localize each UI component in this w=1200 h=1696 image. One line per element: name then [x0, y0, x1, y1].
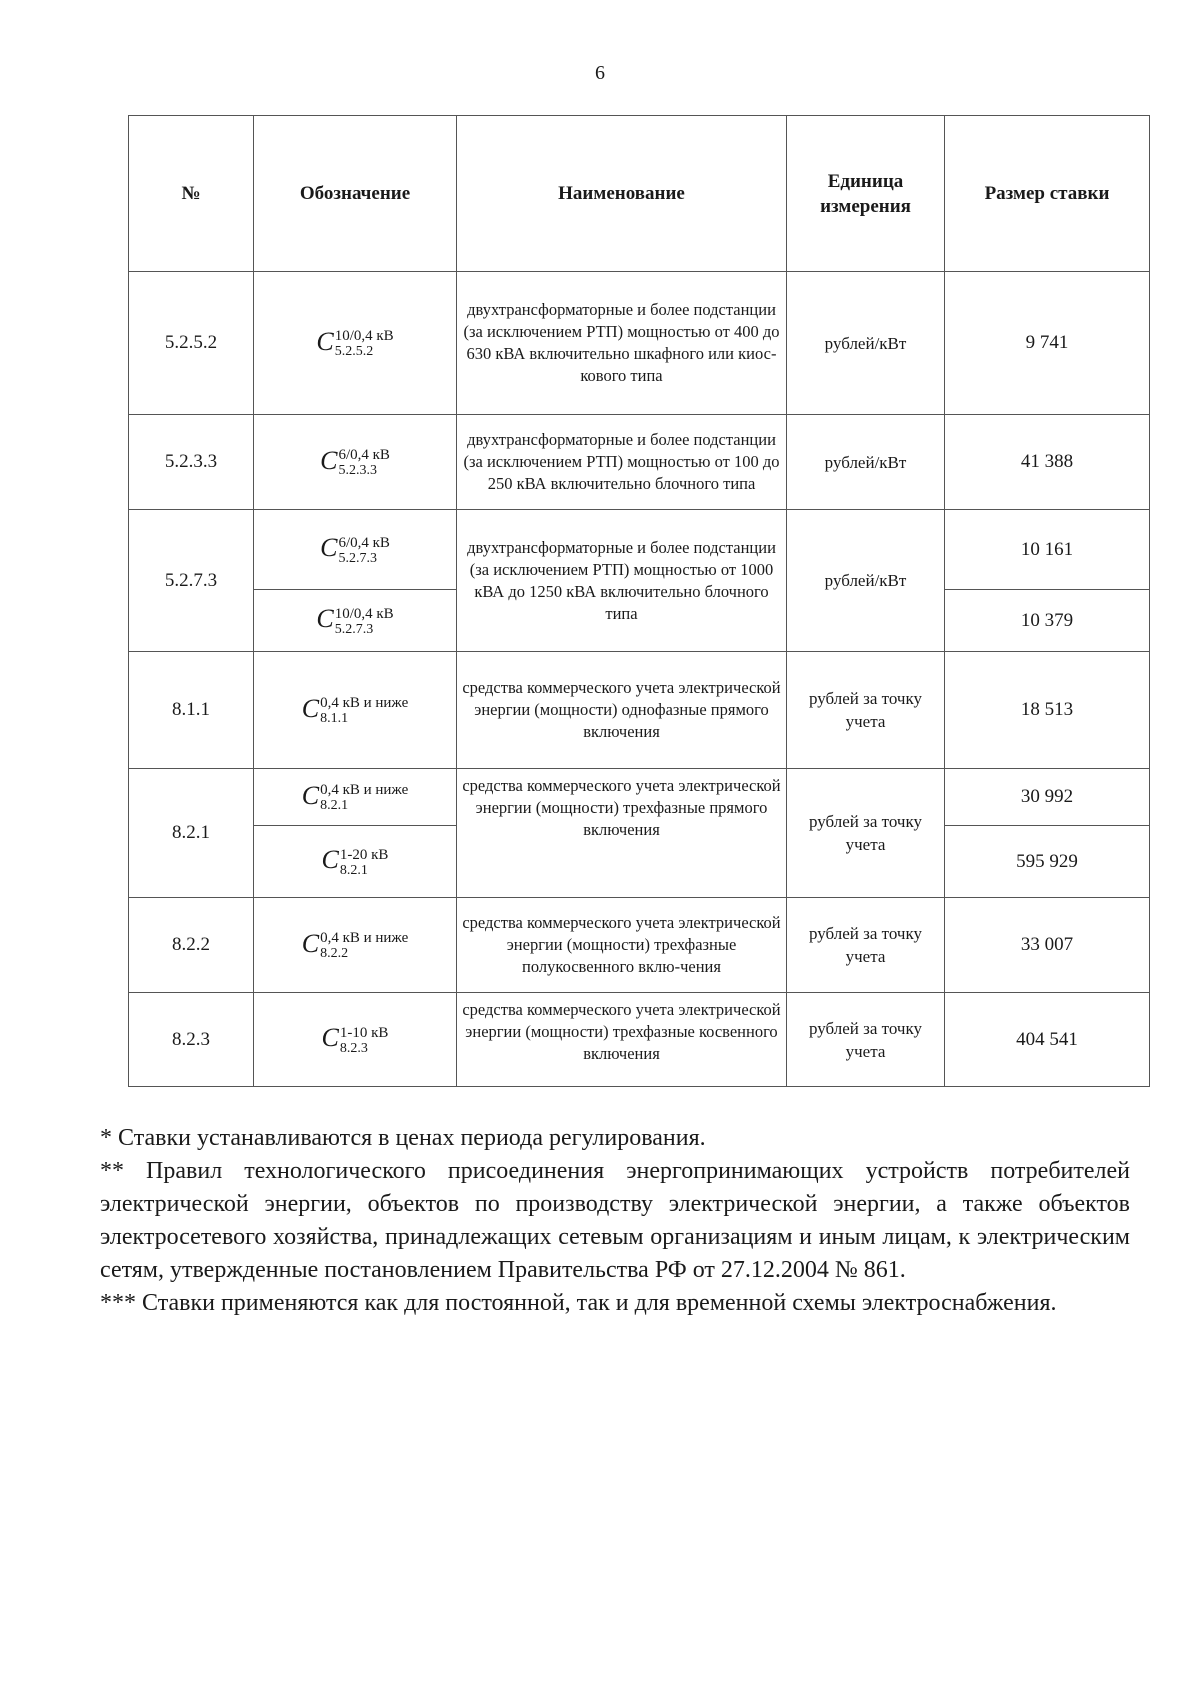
rate-cell: 41 388 [945, 415, 1150, 510]
row-number: 8.2.1 [129, 769, 254, 898]
rate-cell: 595 929 [945, 826, 1150, 898]
item-name: двухтрансформаторные и более подстанции (за исключением РТП) мощностью от 1000 кВА до 1250 кВА включительно блочного типа [457, 510, 787, 652]
designation-formula: C 6/0,4 кВ 5.2.7.3 [320, 533, 390, 566]
table-row [129, 898, 1150, 993]
footnote: *** Ставки применяются как для постоянной, так и для временной схемы электроснабжения. [100, 1290, 1057, 1316]
unit-cell: рублей за точку учета [787, 652, 945, 769]
header-num: № [129, 116, 254, 272]
designation-formula: C 6/0,4 кВ 5.2.3.3 [320, 445, 390, 479]
row-number: 5.2.7.3 [129, 510, 254, 652]
item-name: средства коммерческого учета электрической энергии (мощности) трехфазные прямого включения [457, 769, 787, 898]
header-rate: Размер ставки [945, 116, 1150, 272]
rate-cell: 9 741 [945, 272, 1150, 415]
item-name: средства коммерческого учета электрической энергии (мощности) однофазные прямого включения [457, 652, 787, 769]
table-row [129, 993, 1150, 1087]
designation-formula: C 10/0,4 кВ 5.2.7.3 [316, 604, 394, 637]
designation-cell [254, 272, 457, 415]
item-name: средства коммерческого учета электрической энергии (мощности) трехфазные полукосвенного вклю-чения [457, 898, 787, 993]
row-number: 8.2.2 [129, 898, 254, 993]
designation-cell [254, 590, 457, 652]
designation-formula: C 0,4 кВ и ниже 8.2.1 [301, 780, 409, 814]
designation-formula: C 10/0,4 кВ 5.2.5.2 [316, 326, 394, 360]
designation-formula: C 1-20 кВ 8.2.1 [321, 845, 389, 878]
unit-cell: рублей за точку учета [787, 898, 945, 993]
row-number: 5.2.3.3 [129, 415, 254, 510]
item-name: двухтрансформаторные и более подстанции (за исключением РТП) мощностью от 400 до 630 кВА включительно шкафного или киос-кового типа [457, 272, 787, 415]
unit-cell: рублей за точку учета [787, 769, 945, 898]
footnotes [100, 1122, 1130, 1320]
designation-cell [254, 993, 457, 1087]
header-designation: Обозначение [254, 116, 457, 272]
rate-cell: 404 541 [945, 993, 1150, 1087]
header-unit: Единица измерения [787, 116, 945, 272]
table-row [129, 415, 1150, 510]
designation-cell [254, 826, 457, 898]
rate-cell: 18 513 [945, 652, 1150, 769]
designation-cell [254, 510, 457, 590]
header-name: Наименование [457, 116, 787, 272]
page-number: 6 [595, 62, 605, 84]
rate-cell: 10 161 [945, 510, 1150, 590]
row-number: 8.2.3 [129, 993, 254, 1087]
designation-formula: C 0,4 кВ и ниже 8.1.1 [301, 693, 409, 727]
unit-cell: рублей/кВт [787, 415, 945, 510]
unit-cell: рублей/кВт [787, 272, 945, 415]
footnote: * Ставки устанавливаются в ценах периода регулирования. [100, 1125, 706, 1151]
rate-cell: 30 992 [945, 769, 1150, 826]
designation-formula: C 0,4 кВ и ниже 8.2.2 [301, 928, 409, 962]
row-number: 8.1.1 [129, 652, 254, 769]
table-row [129, 510, 1150, 590]
table-row [129, 652, 1150, 769]
designation-cell [254, 898, 457, 993]
rates-table [128, 115, 1150, 1087]
designation-cell [254, 415, 457, 510]
rate-cell: 33 007 [945, 898, 1150, 993]
table-header-row [129, 116, 1150, 272]
rate-cell: 10 379 [945, 590, 1150, 652]
item-name: двухтрансформаторные и более подстанции (за исключением РТП) мощностью от 100 до 250 кВА включительно блочного типа [457, 415, 787, 510]
unit-cell: рублей за точку учета [787, 993, 945, 1087]
designation-cell [254, 769, 457, 826]
designation-cell [254, 652, 457, 769]
item-name: средства коммерческого учета электрической энергии (мощности) трехфазные косвенного включения [457, 993, 787, 1087]
row-number: 5.2.5.2 [129, 272, 254, 415]
unit-cell: рублей/кВт [787, 510, 945, 652]
table-row [129, 272, 1150, 415]
table-row [129, 769, 1150, 826]
designation-formula: C 1-10 кВ 8.2.3 [321, 1023, 389, 1056]
footnote: ** Правил технологического присоединения энергопринимающих устройств потребителей электрической энергии, объектов по производству электрической энергии, а также объектов электросетевого хозяйства, принадлежащих сетевым организациям и иным лицам, к электрическим сетям, утвержденные постановлением Правительства РФ от 27.12.2004 № 861. [100, 1158, 1130, 1283]
